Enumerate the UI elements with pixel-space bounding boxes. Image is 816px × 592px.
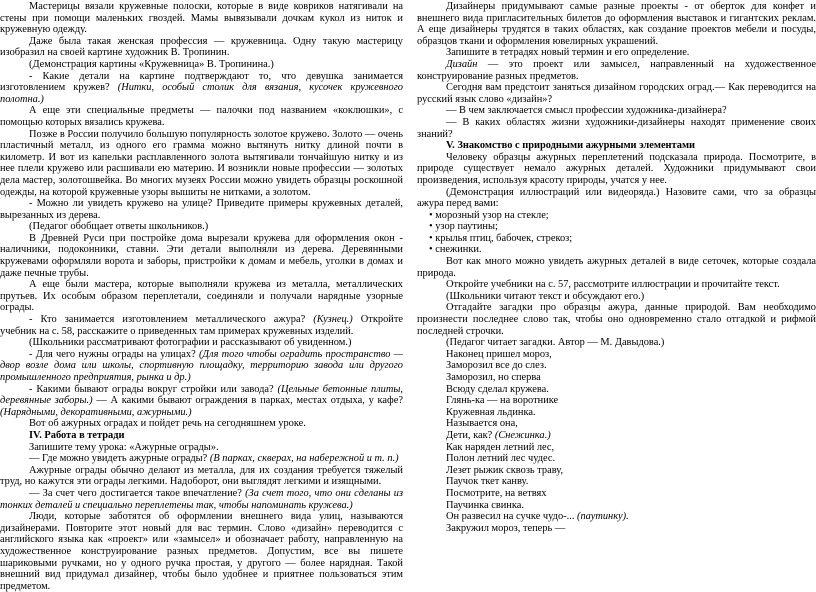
left-column-paragraph: [0, 453, 403, 465]
text-span: Заморозил все до слез.: [446, 360, 547, 372]
right-column-paragraph: [417, 476, 816, 488]
text-span: Заморозил, но сперва: [446, 372, 541, 383]
text-span: (Школьники читают текст и обсуждают его.): [446, 290, 645, 302]
text-span: Ажурные ограды обычно делают из металла, для их создания требуется тяжелый труд, но кажутся эти ограды легкими. Надоборот, они выглядят легкими и изящными.: [0, 464, 403, 488]
left-column-paragraph: [0, 442, 403, 454]
right-column-paragraph: [417, 117, 816, 140]
text-span: А еще были мастера, которые выполняли кружева из металла, металлических прутьев. Их особым образом переплетали, соединяли и получали нарядные узорные ограды.: [0, 279, 403, 314]
right-column-paragraph: [417, 349, 816, 361]
text-span: (Педагог обобщает ответы школьников.): [29, 221, 209, 233]
text-span: • снежинки.: [429, 244, 482, 256]
text-span: Откройте учебники на с. 57, рассмотрите иллюстрации и прочитайте текст.: [446, 279, 780, 291]
right-column-paragraph: [417, 105, 816, 117]
left-column-paragraph: [0, 465, 403, 488]
text-span: Даже была такая женская профессия — кружевница. Одну такую мастерицу изобразил на своей картине художник В. Тропинин.: [0, 35, 403, 59]
text-span: - Для чего нужны ограды на улицах?: [29, 348, 199, 360]
text-span: Паучинка свинка.: [446, 499, 524, 511]
italic-text-span: (Нитки, особый столик для вязания, кусочек кружевного полотна.): [0, 82, 404, 105]
text-span: • узор паутины;: [429, 221, 498, 233]
text-span: (Демонстрация картины «Кружевница» В. Тропинина.): [29, 58, 274, 70]
italic-text-span: (Цельные бетонные плиты, деревянные заборы.): [0, 383, 404, 407]
text-span: А еще эти специальные предметы — палочки под названием «коклюшки», с помощью которых вязались кружева.: [0, 105, 403, 128]
text-span: - Какими бывают ограды вокруг стройки или завода?: [29, 383, 278, 395]
text-span: - Можно ли увидеть кружево на улице? Приведите примеры кружевных деталей, вырезанных из дерева.: [0, 198, 403, 221]
text-span: — В каких областях жизни художники-дизайнеры находят применение своих знаний?: [417, 116, 816, 140]
right-column-paragraph: [417, 256, 816, 279]
right-column-paragraph: [417, 430, 816, 442]
text-span: Отгадайте загадки про образцы ажура, данные природой. Вам необходимо произнести последнее слово так, чтобы оно одновременно стало отгадкой и рифмой последней строчки.: [417, 302, 816, 337]
right-column-paragraph: [417, 279, 816, 291]
text-span: Запишите в тетрадях новый термин и его определение.: [446, 47, 690, 59]
italic-text-span: (Снежинка.): [494, 429, 551, 441]
text-span: - Кто занимается изготовлением металлического ажура?: [29, 314, 314, 326]
left-column-paragraph: [0, 198, 403, 221]
italic-text-span: (В парках, скверах, на набережной и т. п.): [209, 453, 399, 465]
left-column-paragraph: [0, 71, 403, 106]
italic-text-span: (паутинку).: [577, 511, 629, 523]
text-span: — это проект или замысел, направленный на художественное конструирование разных предметов.: [417, 58, 816, 82]
text-span: — За счет чего достигается такое впечатление?: [29, 487, 246, 499]
left-column-paragraph: [0, 279, 403, 314]
text-span: — Где можно увидеть ажурные ограды?: [29, 453, 210, 465]
right-column-paragraph: [417, 418, 816, 430]
right-column-paragraph: [417, 465, 816, 477]
text-span: Люди, которые заботятся об оформлении внешнего вида улиц, называются дизайнерами. Повторите этот новый для вас термин. Слово «дизайн» переводится с английского языка как «проект» или «замысел» и обозначает работу, направленную на художественное конструирование разных предметов. Допустим, все вы пишете шариковыми ручками, но у одного ручка простая, у другого — более нарядная. Такой внешний вид придумал дизайнер, чтобы было удобнее и приятнее пользоваться этим предметом.: [0, 511, 403, 592]
text-span: Глянь-ка — на воротнике: [446, 395, 559, 407]
text-span: V. Знакомство с природными ажурными элементами: [446, 140, 696, 152]
right-column-paragraph: [417, 395, 816, 407]
text-span: Дизайнеры придумывают самые разные проекты - от оберток для конфет и внешнего вида пригласительных билетов до оформления выставок и гигантских реклам. А еще дизайнеры трудятся в таких областях, как создание проектов мебели и посуды, образцов ткани и оформления ювелирных украшений.: [417, 1, 816, 47]
left-column-paragraph: [0, 59, 403, 71]
left-column-paragraph: [0, 349, 403, 384]
left-column-paragraph: [0, 511, 403, 592]
text-span: Откройте учебник на с. 58, расскажите о приведенных там примерах кружевных изделий.: [0, 314, 403, 337]
text-span: Как наряден летний лес,: [446, 441, 555, 453]
right-column-paragraph: [417, 453, 816, 465]
text-span: Позже в России получило большую популярность золотое кружево. Золото — очень пластичный металл, из одного его грамма можно вытянуть нитку длиной почти в километр. И вот из капельки расплавленного золота вытягивали тончайшую нитку и из нее плели кружево или расшивали ею материю. И возникли новые профессии — золотых дела мастер, золотошвейка. Во многих музеях России можно увидеть образцы роскошной одежды, на которой кружевные узоры вышиты не нитками, а золотом.: [0, 128, 403, 198]
right-column-paragraph: [417, 1, 816, 47]
text-span: Посмотрите, на ветвях: [446, 487, 547, 499]
text-span: Сегодня вам предстоит заняться дизайном городских оград.— Как переводится на русский язык слово «дизайн»?: [417, 82, 816, 105]
right-column-paragraph: [417, 442, 816, 454]
right-column-paragraph: [417, 244, 816, 256]
text-span: Вот об ажурных оградах и пойдет речь на сегодняшнем уроке.: [29, 418, 306, 430]
text-span: — А какими бывают ограждения в парках, местах отдыха, у кафе?: [92, 395, 403, 407]
right-column-paragraph: [417, 360, 816, 372]
italic-text-span: (Для того чтобы оградить пространство — двор возле дома или школы, спортивную площадку, территорию завода или другого промышленного предприятия, рынка и др.): [0, 348, 403, 383]
text-span: Запишите тему урока: «Ажурные ограды».: [29, 441, 219, 453]
text-span: (Школьники рассматривают фотографии и рассказывают об увиденном.): [29, 337, 352, 349]
text-span: - Какие детали на картине подтверждают то, что девушка занимается изготовлением кружев?: [0, 70, 403, 94]
left-column-paragraph: [0, 314, 403, 337]
text-span: Закружил мороз, теперь —: [446, 522, 566, 534]
right-column-paragraph: [417, 210, 816, 222]
text-span: Кружевная льдинка.: [446, 406, 536, 418]
text-span: Полон летний лес чудес.: [446, 453, 556, 465]
right-column-paragraph: [417, 511, 816, 523]
text-span: Мастерицы вязали кружевные полоски, которые в виде ковриков натягивали на стены при помощи маленьких гвоздей. Мамы вывязывали дочкам кукол из ниток и кружевную одежду.: [0, 1, 403, 36]
left-column-paragraph: [0, 221, 403, 233]
left-column-paragraph: [0, 36, 403, 59]
text-span: Вот как много можно увидеть ажурных деталей в виде сеточек, которые создала природа.: [417, 256, 816, 279]
text-span: (Педагог читает загадки. Автор — М. Давыдова.): [446, 337, 665, 349]
left-column-paragraph: [0, 129, 403, 199]
right-column-paragraph: [417, 500, 816, 512]
right-column-paragraph: [417, 302, 816, 337]
right-column-paragraph: [417, 152, 816, 187]
text-span: Человеку образцы ажурных переплетений подсказала природа. Посмотрите, в природе существует немало ажурных деталей. Художники придумывают свои произведения, используя красоту природы, учатся у нее.: [417, 151, 816, 186]
text-span: Наконец пришел мороз,: [446, 348, 552, 360]
italic-text-span: (Нарядными, декоративными, ажурными.): [0, 406, 192, 418]
text-span: IV. Работа в тетради: [29, 429, 125, 441]
right-column-paragraph: [417, 372, 816, 384]
left-text-column: [0, 1, 404, 592]
text-span: В Древней Руси при постройке дома вырезали кружева для оформления окон - наличники, подоконники, ставни. Эти детали выполняли из дерева. Деревянными кружевами оформляли ворота и заборы, пристройки к домам и мебель, уголки в домах и даже печные трубы.: [0, 232, 403, 279]
left-column-paragraph: [0, 105, 403, 128]
left-column-paragraph: [0, 233, 403, 279]
text-span: • крылья птиц, бабочек, стрекоз;: [429, 232, 573, 244]
text-span: Дети, как?: [446, 429, 495, 441]
italic-text-span: (За счет того, что они сделаны из тонких деталей и специально переплетены так, чтобы напоминать кружева.): [0, 487, 403, 511]
right-column-paragraph: [417, 291, 816, 303]
italic-text-span: Дизайн: [446, 58, 478, 70]
text-span: Называется она,: [446, 418, 518, 430]
right-column-paragraph: [417, 59, 816, 82]
right-column-paragraph: [417, 47, 816, 59]
right-column-paragraph: [417, 523, 816, 535]
text-span: (Демонстрация иллюстраций или видеоряда.) Назовите сами, что за образцы ажура перед вами:: [417, 186, 816, 210]
left-column-paragraph: [0, 1, 403, 36]
left-column-paragraph: [0, 488, 403, 511]
right-column-paragraph: [417, 82, 816, 105]
text-span: Паучок ткет канву.: [446, 476, 529, 488]
left-column-paragraph: [0, 384, 403, 419]
left-column-paragraph: [0, 430, 403, 442]
right-column-paragraph: [417, 488, 816, 500]
text-span: Лезет рыжик сквозь траву,: [446, 464, 564, 476]
left-column-paragraph: [0, 418, 403, 430]
right-column-paragraph: [417, 187, 816, 210]
text-span: Он развесил на сучке чудо-...: [446, 511, 578, 523]
text-span: Всюду сделал кружева.: [446, 383, 549, 395]
right-column-paragraph: [417, 407, 816, 419]
italic-text-span: (Кузнец.): [313, 314, 353, 326]
right-column-paragraph: [417, 337, 816, 349]
text-span: — В чем заключается смысл профессии художника-дизайнера?: [446, 105, 727, 117]
right-column-paragraph: [417, 384, 816, 396]
left-column-paragraph: [0, 337, 403, 349]
right-column-paragraph: [417, 221, 816, 233]
right-column-paragraph: [417, 140, 816, 152]
text-span: • морозный узор на стекле;: [429, 209, 549, 221]
right-column-paragraph: [417, 233, 816, 245]
right-text-column: [417, 1, 816, 557]
